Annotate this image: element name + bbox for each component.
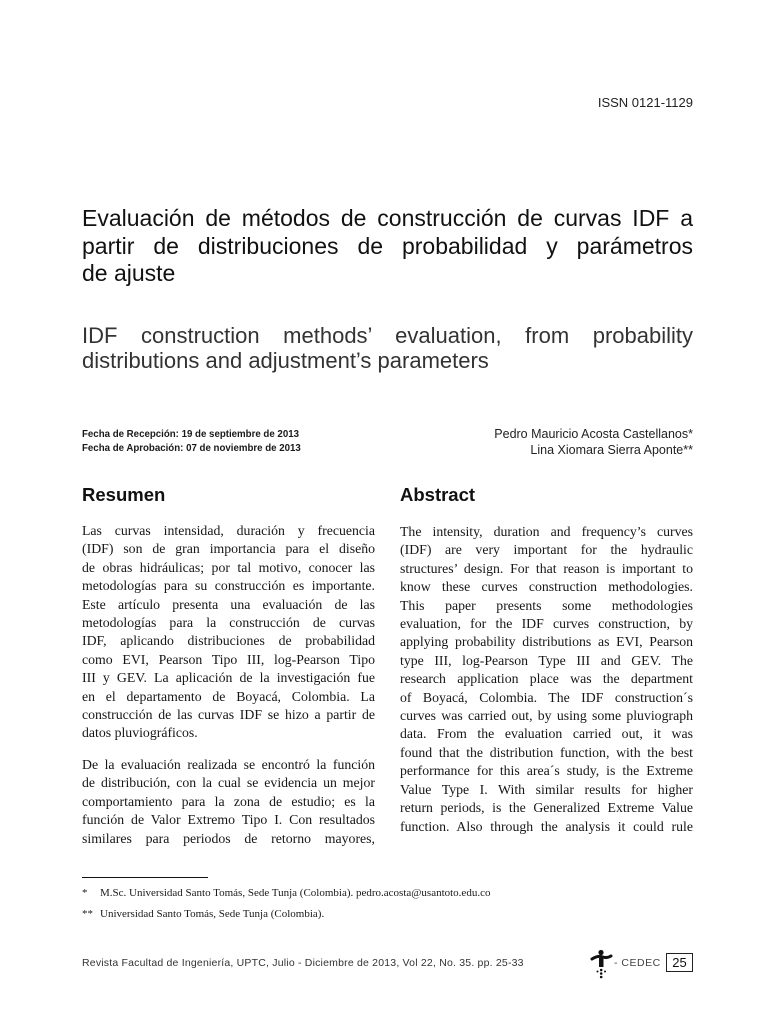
abstract-line: of Boyacá, Colombia. The IDF construction´s <box>400 689 693 705</box>
footnote-divider <box>82 877 208 878</box>
footnote-text <box>100 886 490 900</box>
article-title-spanish <box>82 205 693 288</box>
abstract-line: research application place was the department <box>400 671 693 687</box>
author-name: Pedro Mauricio Acosta Castellanos* <box>494 427 693 441</box>
submission-dates <box>82 428 301 456</box>
abstract-line: structures’ design. For that reason is important to <box>400 560 693 576</box>
abstract-line: function. Also through the analysis it could rule <box>400 818 693 834</box>
page-number: 25 <box>666 953 693 972</box>
resumen-line: IDF, aplicando distribuciones de probabilidad <box>82 633 375 649</box>
author-list <box>494 426 693 458</box>
abstract-line: performance for this area´s study, is the Extreme <box>400 763 693 779</box>
abstract-line: know these curves construction methodologies. <box>400 579 693 595</box>
abstract-line: curves was carried out, by using some pluviograph <box>400 708 693 724</box>
footnote <box>82 907 602 921</box>
title-es-line: Evaluación de métodos de construcción de curvas IDF a <box>82 205 693 231</box>
title-es-line: de ajuste <box>82 260 176 286</box>
abstract-paragraph <box>400 523 693 836</box>
title-en-line: distributions and adjustment’s parameters <box>82 348 489 373</box>
abstract-line: data. From the evaluation carried out, it was <box>400 726 693 742</box>
resumen-line: Este artículo presenta una evaluación de las <box>82 596 375 612</box>
resumen-line: (IDF) son de gran importancia para el diseño <box>82 541 375 557</box>
journal-citation: Revista Facultad de Ingeniería, UPTC, Julio - Diciembre de 2013, Vol 22, No. 35. pp. 25-33 <box>82 957 524 969</box>
title-es-line: partir de distribuciones de probabilidad y parámetros <box>82 232 693 259</box>
abstract-line: Value Type I. With similar results for higher <box>400 781 693 797</box>
resumen-line: construcción de las curvas IDF se hizo a partir de <box>82 707 375 723</box>
resumen-line: de distribución, con la cual se evidencia un mejor <box>82 775 375 791</box>
footnote-email-link[interactable]: pedro.acosta@usantoto.edu.co <box>356 887 491 899</box>
resumen-line: como EVI, Pearson Tipo III, log-Pearson Tipo <box>82 651 375 667</box>
resumen-line: similares para periodos de retorno mayores, <box>82 830 375 846</box>
resumen-line: datos pluviográficos. <box>82 725 198 741</box>
issn-label: ISSN 0121-1129 <box>597 95 693 110</box>
footnote <box>82 886 602 900</box>
resumen-line: metodologías para la construcción de curvas <box>82 615 375 631</box>
footnote-mark: ** <box>82 908 93 920</box>
abstract-line: evaluation, for the IDF curves construction, by <box>400 616 693 632</box>
author-name: Lina Xiomara Sierra Aponte** <box>530 443 693 457</box>
abstract-line: type III, log-Pearson Type III and GEV. The <box>400 652 693 668</box>
abstract-line: return periods, is the Generalized Extreme Value <box>400 800 693 816</box>
cedec-logo-icon <box>590 949 614 979</box>
resumen-line: función de Valor Extremo Tipo I. Con resultados <box>82 812 375 828</box>
resumen-line: en el departamento de Boyacá, Colombia. La <box>82 688 375 704</box>
footnote-mark: * <box>82 887 88 899</box>
approved-date: Fecha de Aprobación: 07 de noviembre de 2013 <box>82 443 301 454</box>
resumen-line: Las curvas intensidad, duración y frecuencia <box>82 523 375 538</box>
footnote-affiliation: M.Sc. Universidad Santo Tomás, Sede Tunja (Colombia). <box>100 887 354 899</box>
cedec-logo-text: - CEDEC <box>614 957 661 969</box>
resumen-line: de obras hidráulicas; por tal motivo, conocer las <box>82 559 375 575</box>
resumen-line: metodologías para su construcción es importante. <box>82 578 375 594</box>
abstract-heading: Abstract <box>400 484 476 505</box>
footnote-affiliation: Universidad Santo Tomás, Sede Tunja (Colombia). <box>100 908 325 920</box>
resumen-line: De la evaluación realizada se encontró la función <box>82 757 375 772</box>
resumen-paragraph <box>82 522 375 743</box>
abstract-line: found that the distribution function, with the best <box>400 744 693 760</box>
article-title-english <box>82 323 693 373</box>
received-date: Fecha de Recepción: 19 de septiembre de 2013 <box>82 429 299 440</box>
title-en-line: IDF construction methods’ evaluation, from probability <box>82 323 693 348</box>
abstract-line: (IDF) are very important for the hydraulic <box>400 542 693 558</box>
resumen-heading: Resumen <box>82 484 166 505</box>
resumen-line: comportamiento para la zona de estudio; es la <box>82 793 375 809</box>
resumen-line: III y GEV. La aplicación de la investigación fue <box>82 670 375 686</box>
resumen-paragraph <box>82 756 375 848</box>
abstract-line: applying probability distributions as EVI, Pearson <box>400 634 693 650</box>
abstract-line: This paper presents some methodologies <box>400 597 693 613</box>
abstract-line: The intensity, duration and frequency’s curves <box>400 524 693 539</box>
